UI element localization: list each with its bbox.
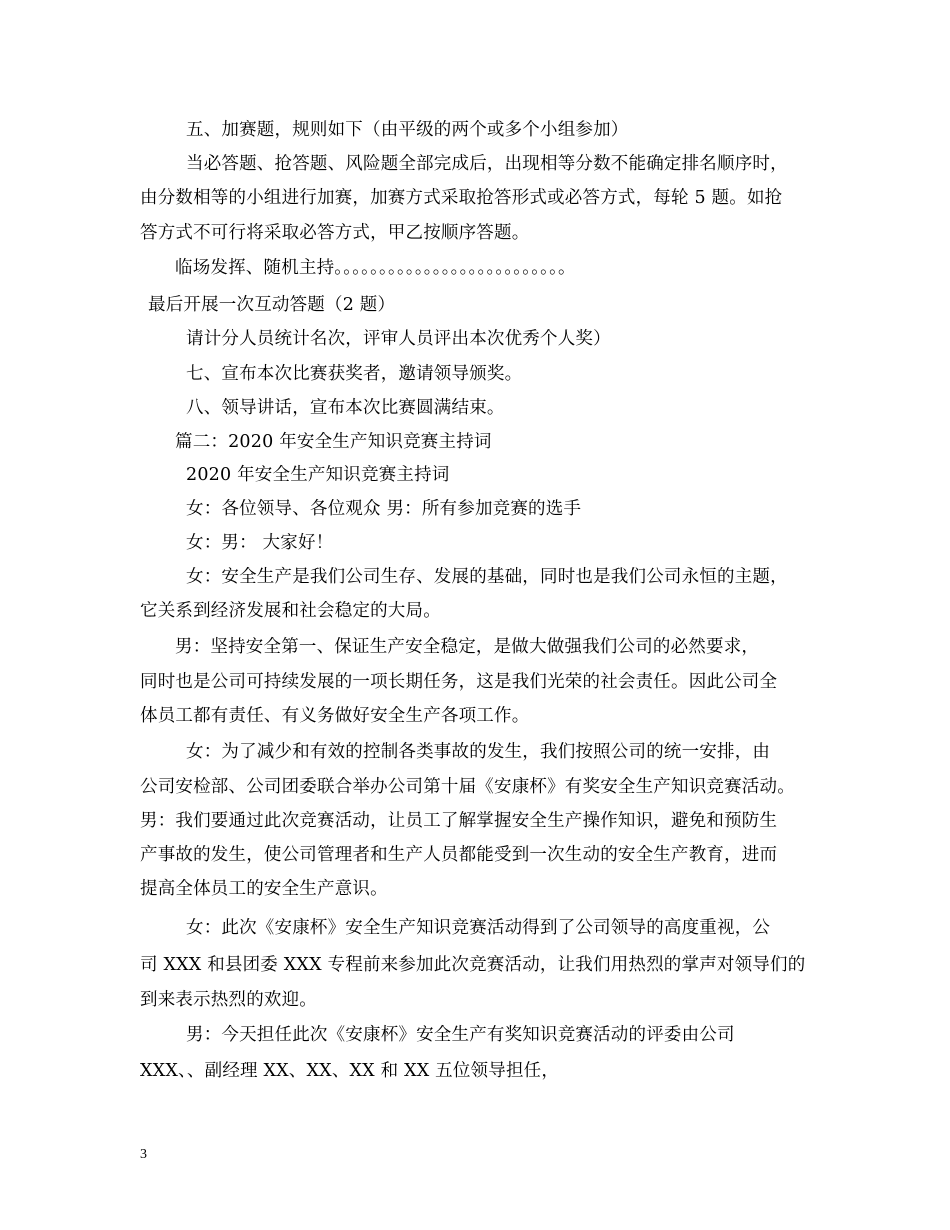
text-line: 提高全体员工的安全生产意识。 — [140, 879, 388, 899]
text-line: 五、加赛题，规则如下（由平级的两个或多个小组参加） — [186, 120, 629, 140]
text-line: 篇二：2020 年安全生产知识竞赛主持词 — [175, 432, 492, 452]
text-line: 七、宣布本次比赛获奖者，邀请领导颁奖。 — [186, 364, 523, 384]
text-line: 由分数相等的小组进行加赛，加赛方式采取抢答形式或必答方式，每轮 5 题。如抢 — [140, 188, 783, 208]
text-line: 男：今天担任此次《安康杯》安全生产有奖知识竞赛活动的评委由公司 — [186, 1025, 735, 1045]
text-line: 到来表示热烈的欢迎。 — [140, 990, 317, 1010]
text-line: 体员工都有责任、有义务做好安全生产各项工作。 — [140, 706, 530, 726]
text-line: 女：为了减少和有效的控制各类事故的发生，我们按照公司的统一安排，由 — [186, 742, 771, 762]
text-line: 女：各位领导、各位观众 男：所有参加竞赛的选手 — [186, 499, 582, 519]
text-line: 答方式不可行将采取必答方式，甲乙按顺序答题。 — [140, 223, 530, 243]
text-line: XXX、、副经理 XX、XX、XX 和 XX 五位领导担任， — [140, 1061, 560, 1081]
text-line: 同时也是公司可持续发展的一项长期任务，这是我们光荣的社会责任。因此公司全 — [140, 672, 778, 692]
text-line: 产事故的发生，使公司管理者和生产人员都能受到一次生动的安全生产教育，进而 — [140, 845, 778, 865]
text-line: 男：我们要通过此次竞赛活动，让员工了解掌握安全生产操作知识，避免和预防生 — [140, 811, 778, 831]
text-line: 女：男： 大家好！ — [186, 533, 334, 553]
text-line: 女：安全生产是我们公司生存、发展的基础，同时也是我们公司永恒的主题， — [186, 567, 788, 587]
page-number: 3 — [140, 1147, 147, 1162]
text-line: 它关系到经济发展和社会稳定的大局。 — [140, 601, 441, 621]
text-line: 最后开展一次互动答题（2 题） — [148, 295, 396, 315]
text-line: 司 XXX 和县团委 XXX 专程前来参加此次竞赛活动，让我们用热烈的掌声对领导们的 — [140, 955, 806, 975]
text-line: 公司安检部、公司团委联合举办公司第十届《安康杯》有奖安全生产知识竞赛活动。 — [140, 777, 795, 797]
text-line: 2020 年安全生产知识竞赛主持词 — [186, 465, 450, 485]
text-line: 临场发挥、随机主持。。。。。。。。。。。。。。。。。。。。。。。。。。 — [175, 258, 576, 278]
text-line: 男：坚持安全第一、保证生产安全稳定，是做大做强我们公司的必然要求， — [175, 637, 760, 657]
text-line: 女：此次《安康杯》安全生产知识竞赛活动得到了公司领导的高度重视，公 — [186, 918, 771, 938]
text-line: 八、领导讲话，宣布本次比赛圆满结束。 — [186, 398, 505, 418]
text-line: 当必答题、抢答题、风险题全部完成后，出现相等分数不能确定排名顺序时， — [186, 154, 788, 174]
text-line: 请计分人员统计名次，评审人员评出本次优秀个人奖） — [186, 329, 611, 349]
